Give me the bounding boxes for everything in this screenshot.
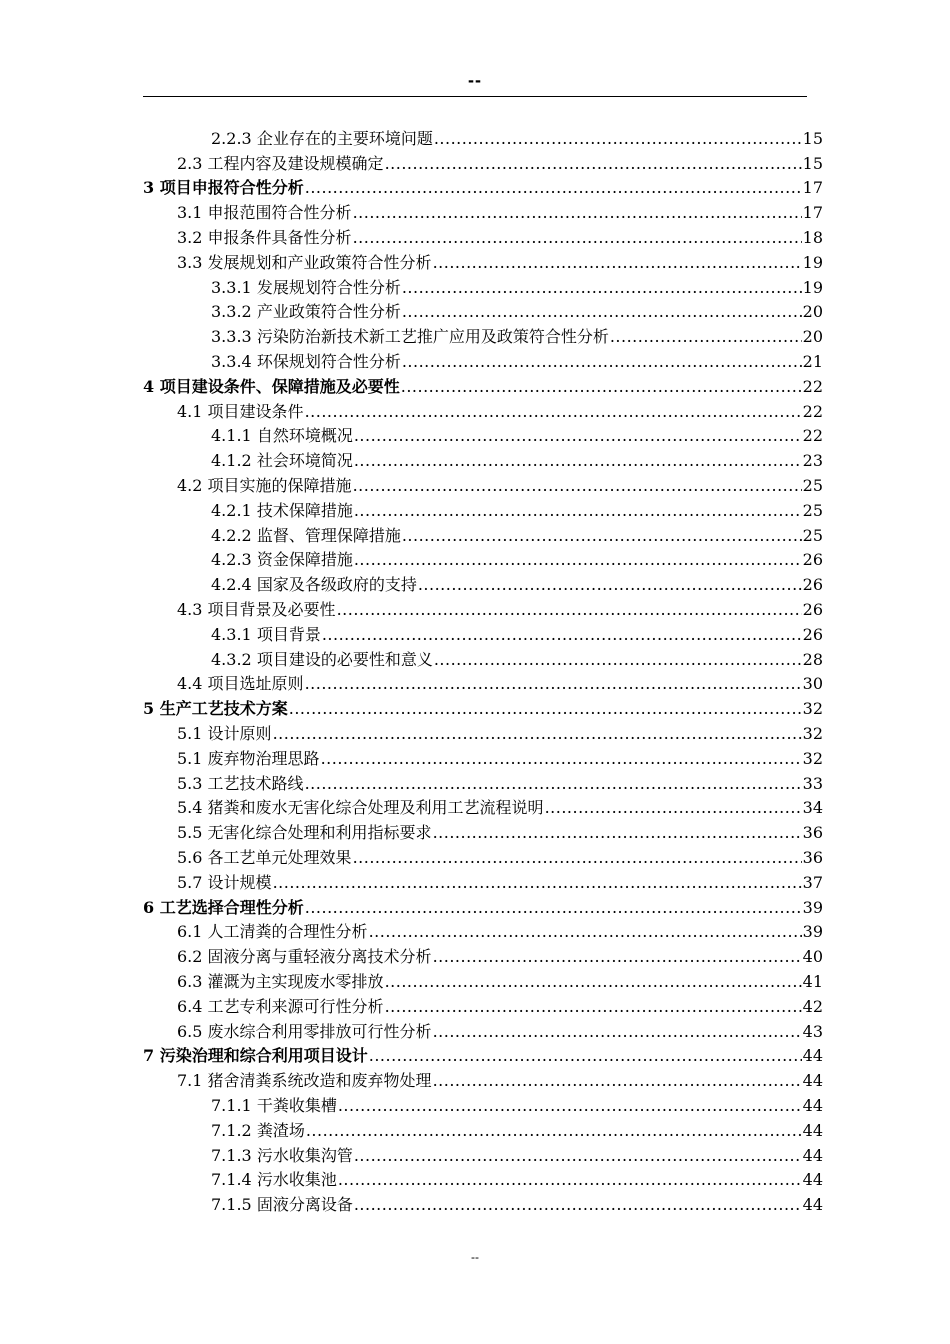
toc-entry-title: 项目建设的必要性和意义: [256, 649, 433, 669]
toc-dot-leader: [369, 1046, 802, 1066]
toc-entry[interactable]: [211, 1166, 823, 1191]
toc-entry[interactable]: [177, 1066, 823, 1091]
header-rule: [143, 96, 807, 97]
toc-dot-leader: [545, 798, 802, 818]
toc-entry-number: 4.2.2: [211, 525, 252, 545]
toc-entry[interactable]: [177, 794, 823, 819]
toc-entry-page: 28: [802, 649, 823, 669]
toc-entry-title: 猪粪和废水无害化综合处理及利用工艺流程说明: [207, 798, 544, 818]
toc-entry-page: 30: [802, 674, 823, 694]
toc-dot-leader: [305, 178, 802, 198]
toc-dot-leader: [338, 1170, 802, 1190]
toc-entry[interactable]: [143, 893, 823, 918]
toc-entry-title: 项目实施的保障措施: [207, 475, 352, 495]
toc-entry-title: 工艺选择合理性分析: [159, 897, 304, 917]
toc-dot-leader: [434, 650, 802, 670]
toc-entry[interactable]: [211, 521, 823, 546]
toc-entry-number: 2.3: [177, 153, 203, 173]
toc-dot-leader: [354, 451, 802, 471]
toc-entry-title: 污水收集沟管: [256, 1145, 353, 1165]
toc-entry-title: 申报范围符合性分析: [207, 203, 352, 223]
toc-dot-leader: [610, 327, 802, 347]
toc-entry[interactable]: [211, 1190, 823, 1215]
toc-entry-number: 7.1: [177, 1071, 203, 1091]
toc-entry[interactable]: [211, 322, 823, 347]
toc-entry-page: 36: [802, 847, 823, 867]
toc-entry-title: 灌溉为主实现废水零排放: [207, 971, 384, 991]
toc-entry-number: 2.2.3: [211, 128, 252, 148]
toc-entry-number: 4.2.4: [211, 575, 252, 595]
toc-entry-title: 工艺技术路线: [207, 773, 304, 793]
toc-entry-number: 7.1.1: [211, 1095, 252, 1115]
toc-entry-number: 4.3: [177, 599, 203, 619]
toc-entry[interactable]: [177, 198, 823, 223]
toc-entry-page: 17: [802, 203, 823, 223]
toc-entry-title: 技术保障措施: [256, 500, 353, 520]
toc-entry-title: 工艺专利来源可行性分析: [207, 996, 384, 1016]
toc-entry-title: 项目建设条件、保障措施及必要性: [159, 376, 400, 396]
toc-entry-number: 5.1: [177, 723, 203, 743]
toc-entry-page: 32: [802, 699, 823, 719]
toc-entry-title: 项目背景及必要性: [207, 599, 336, 619]
toc-entry-number: 5.6: [177, 847, 203, 867]
toc-entry-page: 32: [802, 748, 823, 768]
toc-entry-number: 4.1.2: [211, 451, 252, 471]
toc-dot-leader: [305, 898, 802, 918]
toc-entry-page: 20: [802, 302, 823, 322]
toc-entry-page: 23: [802, 451, 823, 471]
toc-entry[interactable]: [177, 918, 823, 943]
toc-entry-title: 项目申报符合性分析: [159, 178, 304, 198]
toc-entry-page: 44: [802, 1071, 823, 1091]
toc-entry-title: 发展规划和产业政策符合性分析: [207, 252, 432, 272]
toc-entry-page: 25: [802, 500, 823, 520]
toc-entry-title: 自然环境概况: [256, 426, 353, 446]
toc-entry-title: 工程内容及建设规模确定: [207, 153, 384, 173]
toc-dot-leader: [289, 699, 802, 719]
toc-entry-page: 33: [802, 773, 823, 793]
toc-entry-title: 设计原则: [207, 723, 272, 743]
toc-entry[interactable]: [177, 149, 823, 174]
toc-entry-number: 3.2: [177, 227, 203, 247]
toc-entry-title: 固液分离设备: [256, 1195, 353, 1215]
toc-entry-page: 15: [802, 128, 823, 148]
toc-dot-leader: [321, 749, 802, 769]
toc-entry-page: 39: [802, 922, 823, 942]
toc-entry-number: 5.7: [177, 872, 203, 892]
toc-entry-page: 25: [802, 525, 823, 545]
toc-dot-leader: [338, 1096, 802, 1116]
toc-entry-number: 7.1.4: [211, 1170, 252, 1190]
toc-dot-leader: [273, 724, 802, 744]
toc-entry-number: 3.3.4: [211, 351, 252, 371]
toc-entry[interactable]: [143, 372, 823, 397]
toc-entry-title: 国家及各级政府的支持: [256, 575, 417, 595]
toc-entry-title: 废水综合利用零排放可行性分析: [207, 1021, 432, 1041]
toc-entry-page: 44: [802, 1195, 823, 1215]
toc-entry[interactable]: [143, 694, 823, 719]
toc-entry[interactable]: [211, 1141, 823, 1166]
toc-entry[interactable]: [211, 620, 823, 645]
toc-entry-page: 36: [802, 823, 823, 843]
toc-dot-leader: [402, 278, 802, 298]
toc-dot-leader: [418, 575, 802, 595]
toc-dot-leader: [305, 674, 802, 694]
toc-entry-page: 19: [802, 252, 823, 272]
toc-entry-number: 4.2.3: [211, 550, 252, 570]
toc-entry[interactable]: [177, 670, 823, 695]
toc-dot-leader: [306, 1121, 802, 1141]
toc-entry-page: 40: [802, 947, 823, 967]
toc-entry-title: 资金保障措施: [256, 550, 353, 570]
toc-entry-page: 44: [802, 1170, 823, 1190]
toc-entry-title: 猪舍清粪系统改造和废弃物处理: [207, 1071, 432, 1091]
toc-entry-number: 4.4: [177, 674, 203, 694]
toc-entry-page: 22: [802, 401, 823, 421]
toc-dot-leader: [369, 922, 802, 942]
toc-entry-title: 干粪收集槽: [256, 1095, 337, 1115]
toc-entry[interactable]: [177, 843, 823, 868]
toc-entry-page: 26: [802, 624, 823, 644]
toc-entry[interactable]: [211, 124, 823, 149]
toc-entry-page: 44: [802, 1120, 823, 1140]
toc-entry-number: 6.1: [177, 922, 203, 942]
toc-entry[interactable]: [211, 273, 823, 298]
toc-dot-leader: [353, 228, 802, 248]
toc-dot-leader: [354, 550, 802, 570]
toc-entry-title: 企业存在的主要环境问题: [256, 128, 433, 148]
toc-entry-number: 7.1.2: [211, 1120, 252, 1140]
toc-entry-title: 监督、管理保障措施: [256, 525, 401, 545]
toc-entry-number: 5.3: [177, 773, 203, 793]
toc-entry[interactable]: [177, 769, 823, 794]
toc-entry-number: 4.2: [177, 475, 203, 495]
toc-entry-number: 4.1: [177, 401, 203, 421]
toc-entry[interactable]: [211, 546, 823, 571]
toc-entry-title: 污染防治新技术新工艺推广应用及政策符合性分析: [256, 327, 609, 347]
toc-entry[interactable]: [211, 496, 823, 521]
toc-entry-page: 25: [802, 475, 823, 495]
toc-entry-page: 42: [802, 996, 823, 1016]
toc-entry[interactable]: [211, 645, 823, 670]
toc-dot-leader: [433, 947, 802, 967]
toc-entry-number: 4.1.1: [211, 426, 252, 446]
toc-dot-leader: [337, 600, 802, 620]
toc-dot-leader: [385, 154, 802, 174]
toc-entry-number: 3.3.3: [211, 327, 252, 347]
toc-entry[interactable]: [211, 347, 823, 372]
toc-entry-number: 5.1: [177, 748, 203, 768]
toc-dot-leader: [402, 526, 802, 546]
toc-dot-leader: [305, 402, 802, 422]
toc-entry-page: 41: [802, 971, 823, 991]
toc-entry[interactable]: [177, 1017, 823, 1042]
toc-entry-number: 7.1.3: [211, 1145, 252, 1165]
toc-entry[interactable]: [211, 1116, 823, 1141]
toc-entry-page: 37: [802, 872, 823, 892]
toc-entry-title: 生产工艺技术方案: [159, 699, 288, 719]
toc-entry-number: 4.3.2: [211, 649, 252, 669]
toc-dot-leader: [354, 426, 802, 446]
toc-entry-page: 18: [802, 227, 823, 247]
toc-dot-leader: [353, 476, 802, 496]
toc-entry[interactable]: [177, 397, 823, 422]
toc-entry-page: 43: [802, 1021, 823, 1041]
toc-entry-title: 各工艺单元处理效果: [207, 847, 352, 867]
toc-entry[interactable]: [177, 818, 823, 843]
toc-entry-title: 废弃物治理思路: [207, 748, 320, 768]
toc-dot-leader: [433, 1022, 802, 1042]
toc-entry-number: 4.2.1: [211, 500, 252, 520]
toc-entry-page: 44: [802, 1046, 823, 1066]
toc-entry-page: 26: [802, 575, 823, 595]
toc-entry[interactable]: [211, 298, 823, 323]
toc-dot-leader: [402, 302, 802, 322]
toc-entry-page: 17: [802, 178, 823, 198]
toc-entry-title: 污水收集池: [256, 1170, 337, 1190]
toc-dot-leader: [433, 823, 802, 843]
toc-dot-leader: [402, 352, 802, 372]
toc-entry-page: 15: [802, 153, 823, 173]
toc-entry-title: 产业政策符合性分析: [256, 302, 401, 322]
toc-entry-number: 3: [143, 178, 155, 198]
toc-entry-page: 20: [802, 327, 823, 347]
toc-entry[interactable]: [211, 446, 823, 471]
toc-entry-number: 5.4: [177, 798, 203, 818]
toc-entry-title: 申报条件具备性分析: [207, 227, 352, 247]
toc-entry-number: 3.1: [177, 203, 203, 223]
toc-entry-title: 环保规划符合性分析: [256, 351, 401, 371]
toc-entry-page: 22: [802, 376, 823, 396]
toc-dot-leader: [354, 1195, 802, 1215]
toc-entry[interactable]: [177, 248, 823, 273]
toc-entry-title: 社会环境简况: [256, 451, 353, 471]
toc-entry-title: 人工清粪的合理性分析: [207, 922, 368, 942]
toc-entry-title: 项目选址原则: [207, 674, 304, 694]
toc-entry-number: 6.5: [177, 1021, 203, 1041]
toc-entry[interactable]: [177, 719, 823, 744]
page-header: --: [468, 70, 482, 90]
toc-entry[interactable]: [177, 868, 823, 893]
toc-entry-title: 无害化综合处理和利用指标要求: [207, 823, 432, 843]
toc-entry[interactable]: [177, 992, 823, 1017]
toc-entry-number: 4: [143, 376, 155, 396]
toc-entry-page: 19: [802, 277, 823, 297]
toc-dot-leader: [305, 774, 802, 794]
toc-entry[interactable]: [177, 967, 823, 992]
toc-dot-leader: [354, 1146, 802, 1166]
toc-dot-leader: [353, 203, 802, 223]
toc-entry[interactable]: [143, 174, 823, 199]
toc-entry-number: 7: [143, 1046, 155, 1066]
toc-entry-page: 21: [802, 351, 823, 371]
toc-entry-page: 44: [802, 1095, 823, 1115]
toc-entry[interactable]: [177, 744, 823, 769]
toc-entry-page: 34: [802, 798, 823, 818]
toc-dot-leader: [273, 873, 802, 893]
toc-entry[interactable]: [177, 595, 823, 620]
toc-entry[interactable]: [211, 1091, 823, 1116]
toc-dot-leader: [353, 848, 802, 868]
toc-entry-number: 3.3: [177, 252, 203, 272]
toc-entry-number: 3.3.1: [211, 277, 252, 297]
toc-entry-title: 污染治理和综合利用项目设计: [159, 1046, 368, 1066]
toc-dot-leader: [354, 501, 802, 521]
toc-entry-page: 26: [802, 599, 823, 619]
toc-entry-title: 项目建设条件: [207, 401, 304, 421]
toc-entry[interactable]: [177, 942, 823, 967]
toc-entry-page: 39: [802, 897, 823, 917]
toc-dot-leader: [433, 1071, 802, 1091]
toc-entry-title: 粪渣场: [256, 1120, 305, 1140]
toc-entry[interactable]: [211, 570, 823, 595]
toc-entry[interactable]: [177, 471, 823, 496]
toc-entry-number: 6.3: [177, 971, 203, 991]
toc-entry-title: 发展规划符合性分析: [256, 277, 401, 297]
toc-entry-page: 26: [802, 550, 823, 570]
toc-dot-leader: [322, 625, 802, 645]
toc-dot-leader: [401, 377, 802, 397]
toc-dot-leader: [385, 997, 802, 1017]
toc-entry-number: 3.3.2: [211, 302, 252, 322]
toc-entry-number: 7.1.5: [211, 1195, 252, 1215]
page-footer: --: [471, 1250, 479, 1264]
toc-entry[interactable]: [177, 223, 823, 248]
toc-entry-page: 44: [802, 1145, 823, 1165]
toc-entry-title: 固液分离与重轻液分离技术分析: [207, 947, 432, 967]
toc-entry-page: 22: [802, 426, 823, 446]
toc-dot-leader: [433, 253, 802, 273]
toc-entry-number: 5.5: [177, 823, 203, 843]
toc-entry-number: 6.4: [177, 996, 203, 1016]
toc-entry-number: 4.3.1: [211, 624, 252, 644]
toc-entry-number: 6.2: [177, 947, 203, 967]
toc-entry-number: 6: [143, 897, 155, 917]
toc-dot-leader: [385, 972, 802, 992]
toc-entry-title: 设计规模: [207, 872, 272, 892]
toc-entry-page: 32: [802, 723, 823, 743]
toc-entry[interactable]: [143, 1042, 823, 1067]
toc-entry-title: 项目背景: [256, 624, 321, 644]
toc-entry-number: 5: [143, 699, 155, 719]
toc-entry[interactable]: [211, 422, 823, 447]
toc-dot-leader: [434, 129, 802, 149]
